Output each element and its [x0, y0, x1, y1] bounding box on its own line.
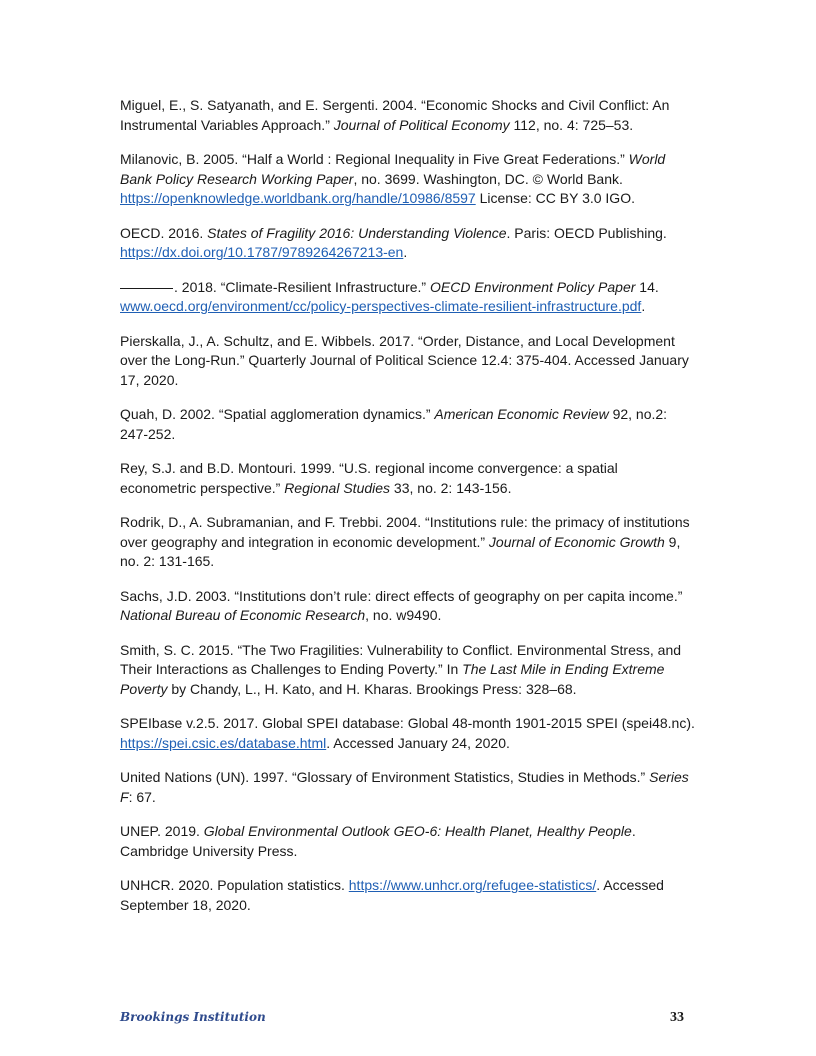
reference-italic: National Bureau of Economic Research [120, 607, 366, 623]
reference-text: , no. w9490. [365, 607, 442, 623]
reference-text: UNHCR. 2020. Population statistics. [120, 877, 349, 893]
reference-text: 9, no. 2: 131-165. [120, 533, 681, 569]
reference-text: . Accessed January 24, 2020. [326, 734, 510, 751]
reference-text: SPEIbase v.2.5. 2017. Global SPEI database: Global 48-month 1901-2015 SPEI (spei48.nc). [120, 715, 695, 731]
reference-italic: American Economic Review [434, 406, 609, 422]
reference-link[interactable]: https://openknowledge.worldbank.org/handle/10986/8597 [120, 190, 476, 206]
reference-text: United Nations (UN). 1997. “Glossary of Environment Statistics, Studies in Methods.” [120, 769, 650, 785]
reference-text: . [641, 298, 646, 314]
reference-italic: World Bank Policy Research Working Paper [120, 151, 666, 187]
reference-italic: Journal of Political Economy [333, 116, 510, 133]
reference-italic: OECD Environment Policy Paper [429, 278, 636, 295]
reference-text: Quah, D. 2002. “Spatial agglomeration dynamics.” [120, 406, 435, 422]
reference-text: License: CC BY 3.0 IGO. [475, 190, 635, 206]
reference-text: by Chandy, L., H. Kato, and H. Kharas. Brookings Press: 328–68. [167, 680, 577, 697]
reference-text: Sachs, J.D. 2003. “Institutions don’t rule: direct effects of geography on per capita income.” [120, 587, 683, 604]
reference-text: OECD. 2016. [120, 224, 208, 241]
reference-text: . Cambridge University Press. [120, 823, 636, 859]
reference-text: UNEP. 2019. [120, 823, 204, 839]
reference-entry [120, 224, 695, 263]
reference-text: Milanovic, B. 2005. “Half a World : Regional Inequality in Five Great Federations.” [120, 151, 629, 167]
reference-entry [120, 513, 695, 572]
reference-italic: Global Environmental Outlook GEO-6: Health Planet, Healthy People [203, 823, 632, 839]
reference-text: Rey, S.J. and B.D. Montouri. 1999. “U.S. regional income convergence: a spatial econometric perspective.” [120, 460, 618, 496]
repeat-author-rule [120, 288, 173, 289]
reference-italic: Regional Studies [284, 479, 391, 496]
reference-entry [120, 405, 695, 444]
reference-entry [120, 332, 695, 391]
reference-entry [120, 641, 695, 700]
footer-publisher: Brookings Institution [120, 1010, 266, 1024]
reference-entry [120, 459, 695, 498]
reference-entry [120, 96, 695, 135]
reference-text: Pierskalla, J., A. Schultz, and E. Wibbels. 2017. “Order, Distance, and Local Development over the Long-Run.” Quarterly Journal of Political Science 12.4: 375-404. Accessed January 17, 2020. [120, 332, 689, 388]
reference-entry [120, 768, 695, 807]
reference-italic: Journal of Economic Growth [488, 533, 665, 550]
reference-link[interactable]: www.oecd.org/environment/cc/policy-perspectives-climate-resilient-infrastructure.pdf [120, 298, 642, 314]
reference-text: Miguel, E., S. Satyanath, and E. Sergenti. 2004. “Economic Shocks and Civil Conflict: An Instrumental Variables Approach.” [120, 97, 670, 133]
reference-text: 112, no. 4: 725–53. [509, 116, 634, 133]
reference-italic: The Last Mile in Ending Extreme Poverty [120, 661, 665, 697]
reference-text: . 2018. “Climate-Resilient Infrastructure.” [174, 278, 430, 295]
reference-list [120, 96, 695, 930]
reference-entry [120, 822, 695, 861]
page-number: 33 [670, 1010, 684, 1025]
reference-text: : 67. [128, 788, 156, 805]
reference-text: , no. 3699. Washington, DC. © World Bank. [353, 170, 623, 187]
reference-text: Smith, S. C. 2015. “The Two Fragilities: Vulnerability to Conflict. Environmental Stress, and Their Interactions as Challenges to Ending Poverty.” In [120, 641, 682, 677]
reference-entry [120, 278, 695, 317]
reference-text: 92, no.2: 247-252. [120, 406, 668, 442]
reference-link[interactable]: https://spei.csic.es/database.html [120, 734, 327, 751]
reference-entry [120, 714, 695, 753]
reference-text: . [403, 244, 408, 260]
reference-text: . Paris: OECD Publishing. [506, 224, 667, 241]
reference-italic: States of Fragility 2016: Understanding Violence [207, 224, 507, 241]
reference-text: Rodrik, D., A. Subramanian, and F. Trebbi. 2004. “Institutions rule: the primacy of institutions over geography and integration in economic development.” [120, 514, 690, 550]
reference-link[interactable]: https://dx.doi.org/10.1787/9789264267213-en [120, 244, 404, 260]
reference-text: 14. [635, 278, 659, 295]
reference-italic: Series F [120, 769, 689, 805]
reference-link[interactable]: https://www.unhcr.org/refugee-statistics/ [348, 877, 597, 893]
reference-entry [120, 150, 695, 209]
reference-entry [120, 876, 695, 915]
reference-text: . Accessed September 18, 2020. [120, 877, 664, 913]
reference-text: 33, no. 2: 143-156. [390, 479, 512, 496]
reference-entry [120, 587, 695, 626]
